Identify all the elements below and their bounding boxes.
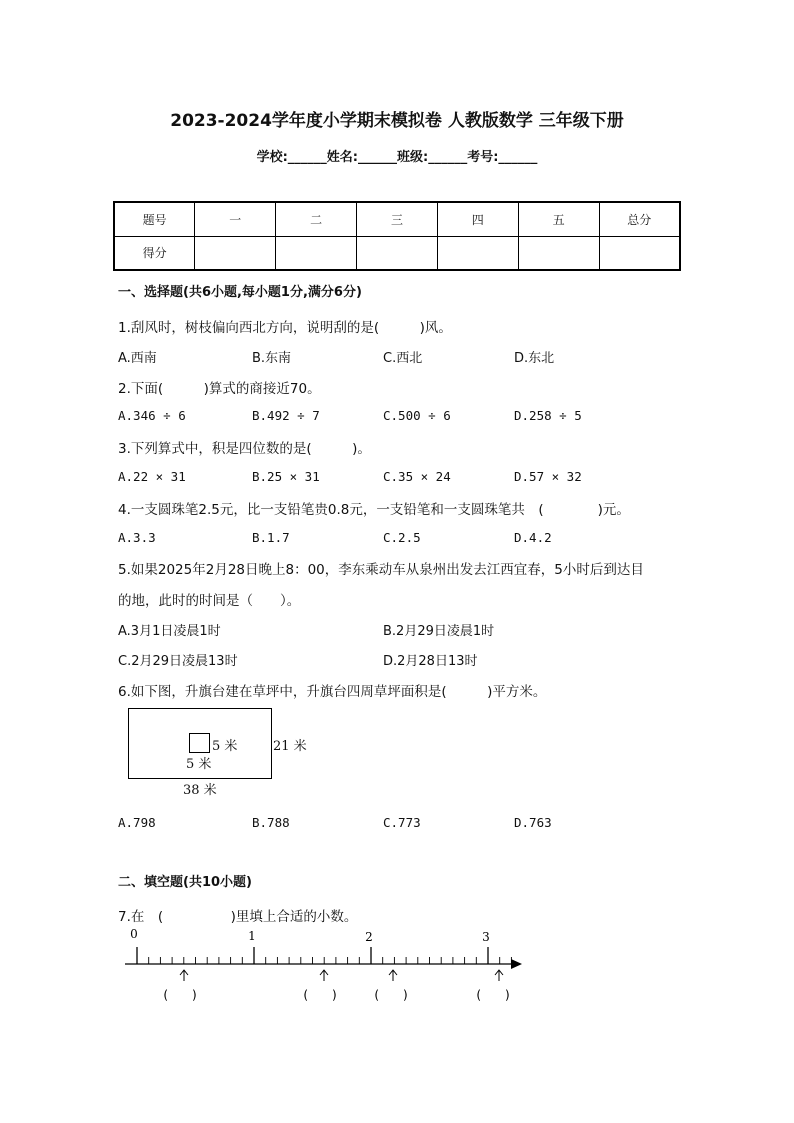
option-a[interactable]: A.22 × 31 xyxy=(118,469,186,484)
section-heading-choice: 一、选择题(共6小题,每小题1分,满分6分) xyxy=(118,285,362,300)
option-b[interactable]: B.东南 xyxy=(252,351,292,366)
number-line-label-2: 2 xyxy=(365,930,373,944)
score-table xyxy=(113,201,681,271)
number-line xyxy=(118,925,530,1010)
option-b[interactable]: B.788 xyxy=(252,815,290,830)
score-cell[interactable] xyxy=(276,236,357,270)
score-row-label: 得分 xyxy=(114,236,195,270)
pointer-arrow-icon xyxy=(389,970,397,981)
question-3: 3.下列算式中，积是四位数的是( )。 xyxy=(118,441,371,457)
number-line-pointer-arrows xyxy=(180,970,503,981)
header-cell: 二 xyxy=(276,202,357,236)
score-table-score-row xyxy=(114,236,680,270)
option-c[interactable]: C.500 ÷ 6 xyxy=(383,408,451,423)
option-b[interactable]: B.492 ÷ 7 xyxy=(252,408,320,423)
option-d[interactable]: D.258 ÷ 5 xyxy=(514,408,582,423)
header-cell: 题号 xyxy=(114,202,195,236)
number-line-axis xyxy=(125,959,522,969)
question-2: 2.下面( )算式的商接近70。 xyxy=(118,381,321,397)
question-5-line-1: 5.如果2025年2月28日晚上8：00，李东乘动车从泉州出发去江西宜春，5小时后到达目 xyxy=(118,562,644,578)
option-c[interactable]: C.773 xyxy=(383,815,421,830)
option-d[interactable]: D.2月28日13时 xyxy=(383,654,478,669)
answer-blank[interactable]: ( ) xyxy=(374,988,408,1002)
header-cell: 一 xyxy=(195,202,276,236)
option-a[interactable]: A.西南 xyxy=(118,351,157,366)
lawn-height-label: 21 米 xyxy=(273,739,307,754)
score-cell[interactable] xyxy=(599,236,680,270)
lawn-width-label: 38 米 xyxy=(183,783,217,798)
option-c[interactable]: C.2月29日凌晨13时 xyxy=(118,654,238,669)
pointer-arrow-icon xyxy=(180,970,188,981)
question-4: 4.一支圆珠笔2.5元，比一支铅笔贵0.8元，一支铅笔和一支圆珠笔共 ( )元。 xyxy=(118,502,630,518)
option-d[interactable]: D.东北 xyxy=(514,351,555,366)
option-a[interactable]: A.798 xyxy=(118,815,156,830)
option-d[interactable]: D.763 xyxy=(514,815,552,830)
number-line-ticks xyxy=(137,947,511,964)
platform-bottom-label: 5 米 xyxy=(186,757,212,772)
option-c[interactable]: C.西北 xyxy=(383,351,423,366)
score-cell[interactable] xyxy=(357,236,438,270)
header-cell: 五 xyxy=(518,202,599,236)
pointer-arrow-icon xyxy=(320,970,328,981)
option-d[interactable]: D.57 × 32 xyxy=(514,469,582,484)
question-5-line-2: 的地，此时的时间是（ ）。 xyxy=(118,593,301,609)
number-line-label-0: 0 xyxy=(130,927,138,941)
option-a[interactable]: A.3.3 xyxy=(118,530,156,545)
option-b[interactable]: B.2月29日凌晨1时 xyxy=(383,624,495,639)
number-line-label-1: 1 xyxy=(248,929,256,943)
flag-platform-square xyxy=(189,733,210,753)
option-a[interactable]: A.3月1日凌晨1时 xyxy=(118,624,221,639)
option-a[interactable]: A.346 ÷ 6 xyxy=(118,408,186,423)
answer-blank[interactable]: ( ) xyxy=(303,988,337,1002)
header-cell: 总分 xyxy=(599,202,680,236)
pointer-arrow-icon xyxy=(495,970,503,981)
answer-blank[interactable]: ( ) xyxy=(163,988,197,1002)
question-7: 7.在 ( )里填上合适的小数。 xyxy=(118,909,358,925)
option-b[interactable]: B.1.7 xyxy=(252,530,290,545)
question-1: 1.刮风时，树枝偏向西北方向，说明刮的是( )风。 xyxy=(118,320,452,336)
answer-blank[interactable]: ( ) xyxy=(476,988,510,1002)
page-title: 2023-2024学年度小学期末模拟卷 人教版数学 三年级下册 xyxy=(170,111,624,131)
header-cell: 三 xyxy=(357,202,438,236)
number-line-label-3: 3 xyxy=(482,930,490,944)
option-c[interactable]: C.35 × 24 xyxy=(383,469,451,484)
score-cell[interactable] xyxy=(437,236,518,270)
score-table-header-row xyxy=(114,202,680,236)
option-c[interactable]: C.2.5 xyxy=(383,530,421,545)
score-cell[interactable] xyxy=(195,236,276,270)
option-b[interactable]: B.25 × 31 xyxy=(252,469,320,484)
header-cell: 四 xyxy=(437,202,518,236)
section-heading-fill: 二、填空题(共10小题) xyxy=(118,875,252,890)
score-cell[interactable] xyxy=(518,236,599,270)
student-info-line: 学校:______姓名:______班级:______考号:______ xyxy=(256,150,538,165)
option-d[interactable]: D.4.2 xyxy=(514,530,552,545)
question-6: 6.如下图，升旗台建在草坪中，升旗台四周草坪面积是( )平方米。 xyxy=(118,684,547,700)
platform-side-label: 5 米 xyxy=(212,739,238,754)
